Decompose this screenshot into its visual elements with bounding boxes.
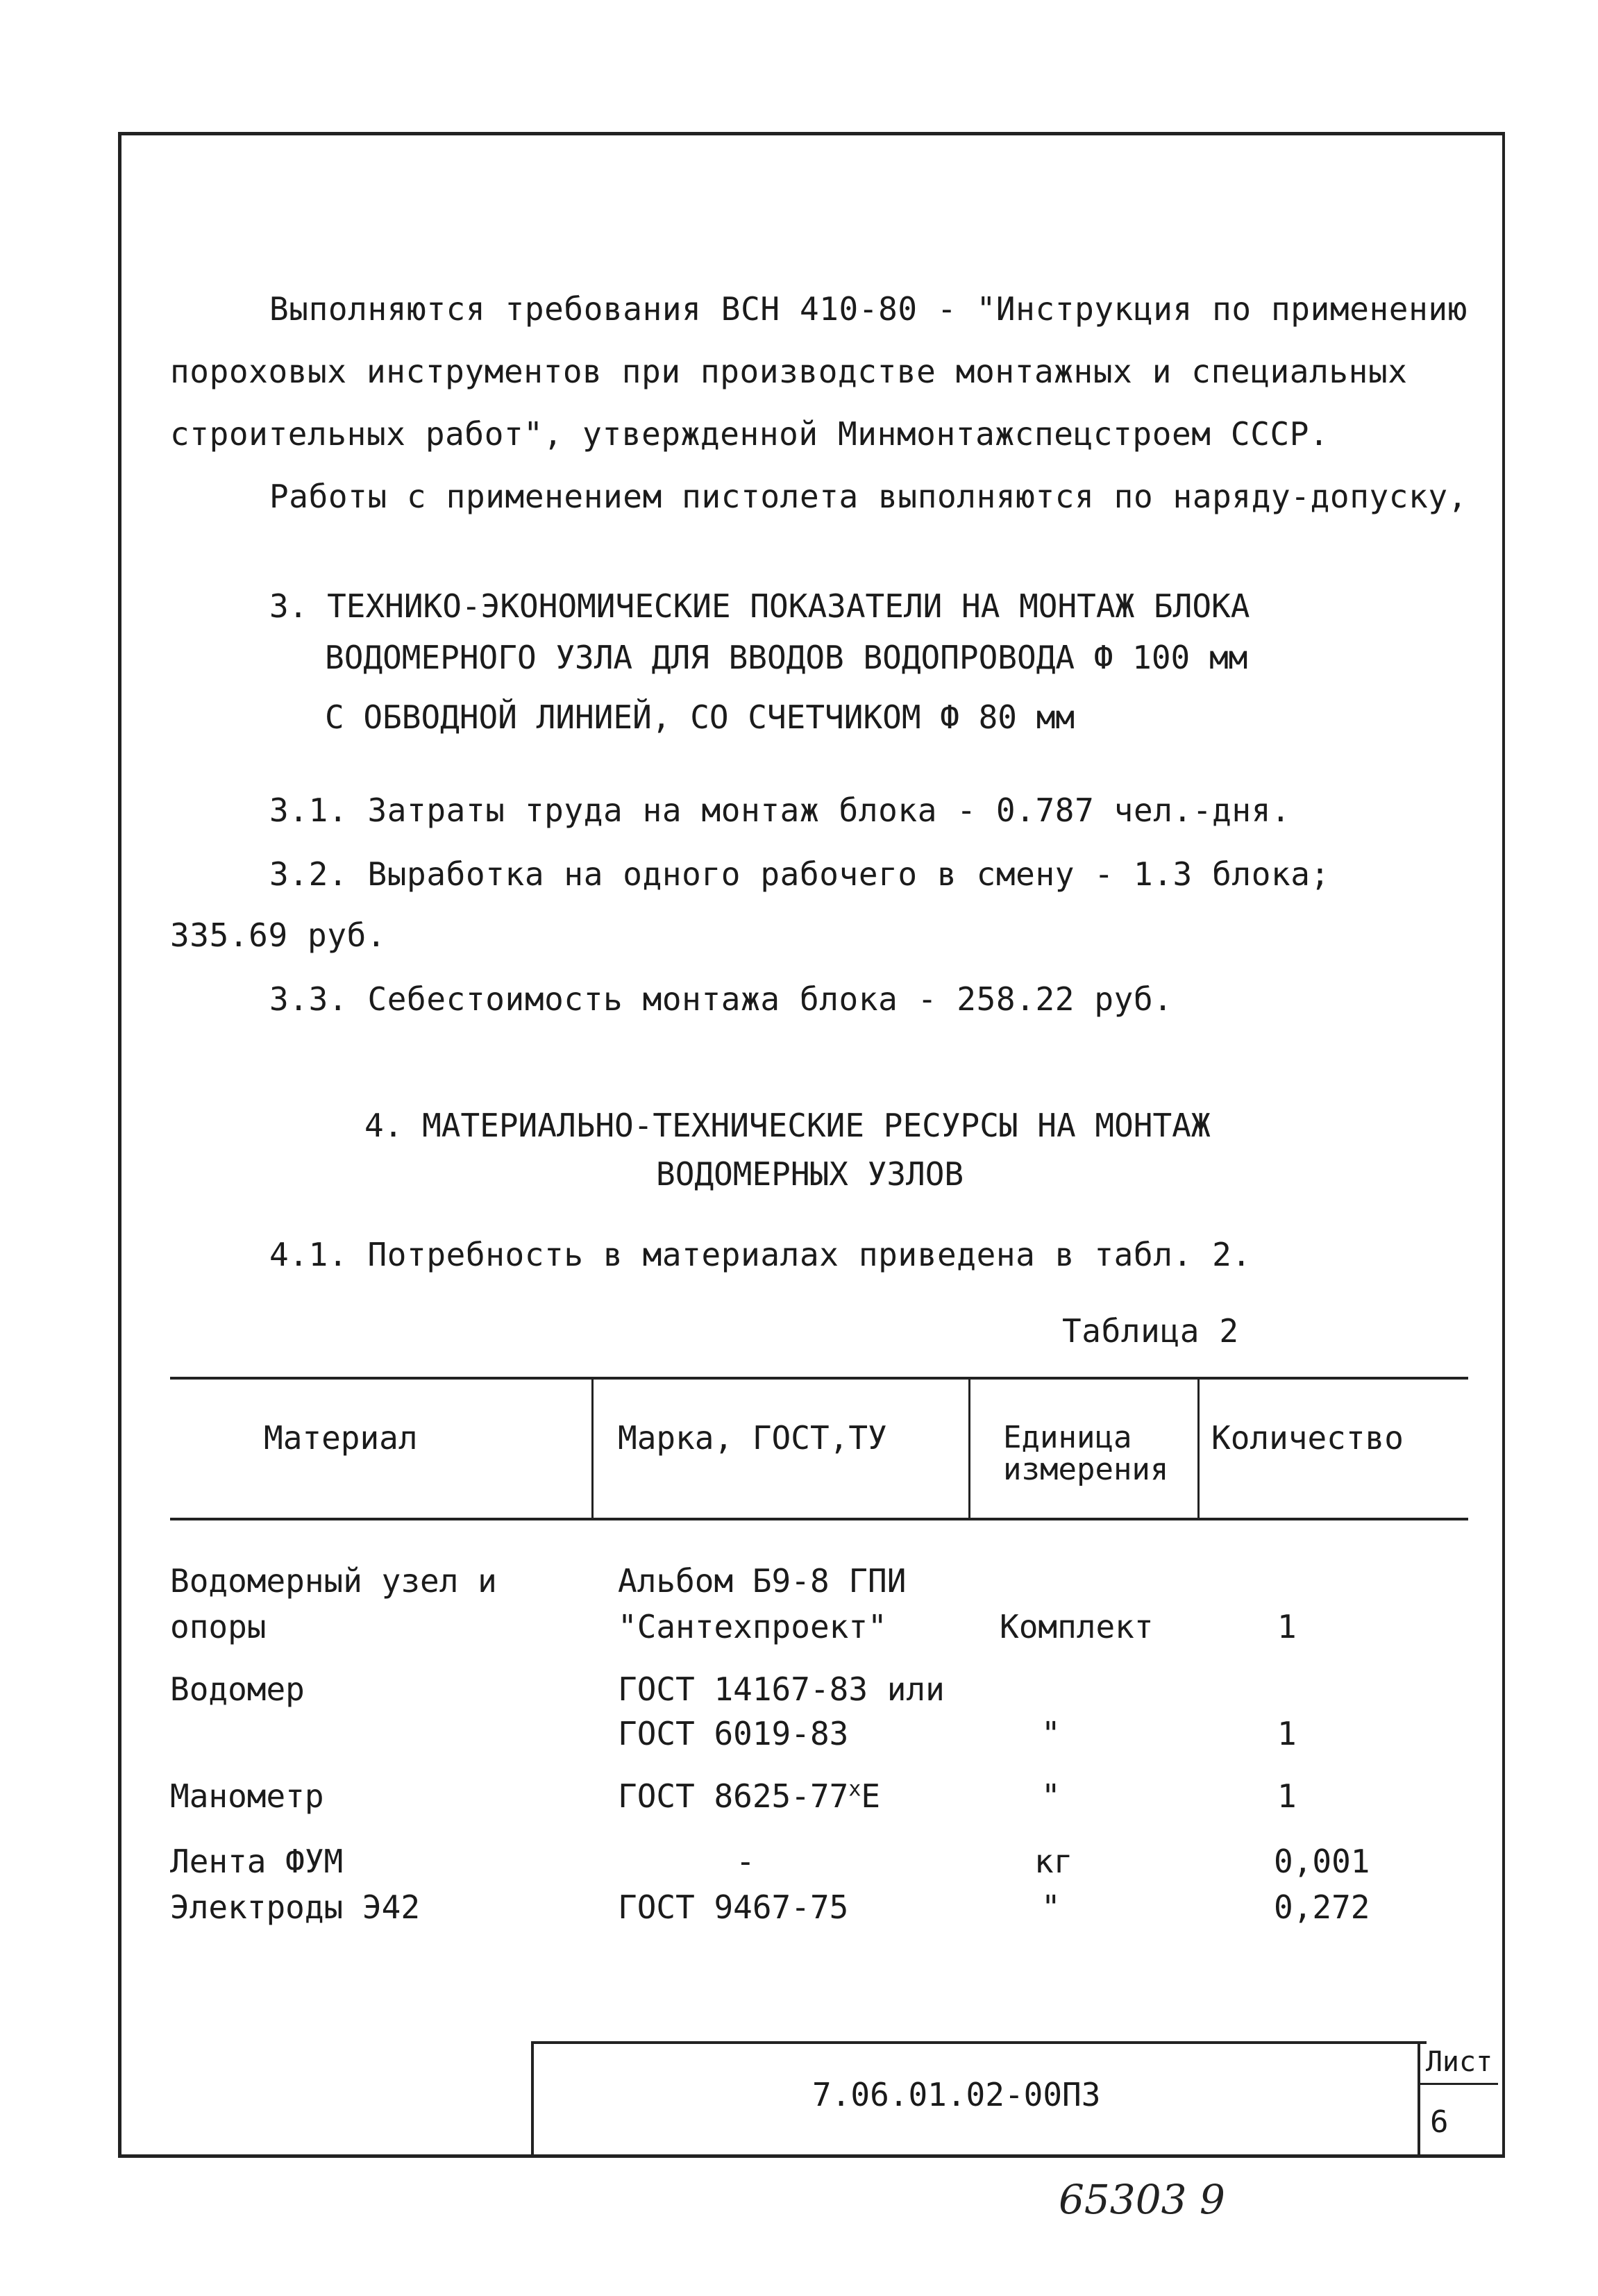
table-row-4-mark: - bbox=[736, 1843, 755, 1880]
table-col-divider-3 bbox=[1197, 1377, 1200, 1519]
document-code: 7.06.01.02-00ПЗ bbox=[812, 2076, 1101, 2113]
section3-heading-line-3: С ОБВОДНОЙ ЛИНИЕЙ, СО СЧЕТЧИКОМ Ф 80 мм bbox=[325, 698, 1075, 736]
table-row-2-mark-1: ГОСТ 14167-83 или bbox=[618, 1670, 945, 1708]
paragraph-line-1: Выполняются требования ВСН 410-80 - "Инструкция по применению bbox=[269, 290, 1467, 328]
table-row-3-mark: ГОСТ $8625-77^хЕ$ bbox=[618, 1777, 881, 1815]
col-header-unit-1: Единица bbox=[1003, 1420, 1132, 1455]
table-row-2-unit: " bbox=[1041, 1715, 1061, 1752]
item-3-2: 3.2. Выработка на одного рабочего в смену - 1.3 блока; bbox=[269, 855, 1330, 893]
table-header-rule bbox=[170, 1518, 1468, 1520]
table-caption: Таблица 2 bbox=[1062, 1312, 1239, 1350]
table-row-5-mark: ГОСТ 9467-75 bbox=[618, 1888, 849, 1926]
col-header-mark: Марка, ГОСТ,ТУ bbox=[618, 1419, 887, 1457]
table-row-2-material: Водомер bbox=[170, 1670, 305, 1708]
paragraph-line-4: Работы с применением пистолета выполняются по наряду-допуску, bbox=[269, 478, 1467, 515]
table-col-divider-1 bbox=[591, 1377, 594, 1519]
table-row-1-material-2: опоры bbox=[170, 1608, 267, 1645]
col-header-quantity: Количество bbox=[1211, 1419, 1404, 1457]
table-row-1-mark-2: "Сантехпроект" bbox=[618, 1608, 887, 1645]
table-row-1-unit: Комплект bbox=[1000, 1608, 1154, 1645]
section3-heading-line-2: ВОДОМЕРНОГО УЗЛА ДЛЯ ВВОДОВ ВОДОПРОВОДА Ф 100 мм bbox=[325, 639, 1248, 676]
table-row-5-qty: 0,272 bbox=[1274, 1888, 1370, 1926]
archive-stamp: 65303 9 bbox=[1059, 2176, 1225, 2223]
table-row-1-mark-1: Альбом Б9-8 ГПИ bbox=[618, 1562, 907, 1600]
table-row-4-unit: кг bbox=[1034, 1843, 1073, 1880]
table-top-rule bbox=[170, 1377, 1468, 1380]
table-row-5-material: Электроды Э42 bbox=[170, 1888, 421, 1926]
paragraph-line-3: строительных работ", утвержденной Минмонтажспецстроем СССР. bbox=[170, 415, 1329, 453]
table-row-3-qty: 1 bbox=[1277, 1777, 1297, 1815]
section3-heading-line-1: 3. ТЕХНИКО-ЭКОНОМИЧЕСКИЕ ПОКАЗАТЕЛИ НА МОНТАЖ БЛОКА bbox=[269, 587, 1250, 625]
table-col-divider-2 bbox=[968, 1377, 970, 1519]
sheet-label: Лист bbox=[1420, 2043, 1498, 2085]
table-row-3-material: Манометр bbox=[170, 1777, 324, 1815]
sheet-number: 6 bbox=[1430, 2104, 1449, 2140]
table-row-3-unit: " bbox=[1041, 1777, 1061, 1815]
table-row-2-mark-2: ГОСТ 6019-83 bbox=[618, 1715, 849, 1752]
col-header-unit-2: измерения bbox=[1003, 1452, 1169, 1487]
table-row-4-material: Лента ФУМ bbox=[170, 1843, 344, 1880]
table-row-1-material-1: Водомерный узел и bbox=[170, 1562, 497, 1600]
col-header-material: Материал bbox=[264, 1419, 418, 1457]
item-4-1: 4.1. Потребность в материалах приведена в табл. 2. bbox=[269, 1236, 1252, 1273]
table-row-4-qty: 0,001 bbox=[1274, 1843, 1370, 1880]
item-3-2-cont: 335.69 руб. bbox=[170, 916, 387, 954]
table-row-5-unit: " bbox=[1041, 1888, 1061, 1926]
section4-heading-line-1: 4. МАТЕРИАЛЬНО-ТЕХНИЧЕСКИЕ РЕСУРСЫ НА МОНТАЖ bbox=[364, 1107, 1211, 1144]
paragraph-line-2: пороховых инструментов при производстве монтажных и специальных bbox=[170, 353, 1408, 390]
section4-heading-line-2: ВОДОМЕРНЫХ УЗЛОВ bbox=[656, 1155, 964, 1193]
table-row-2-qty: 1 bbox=[1277, 1715, 1297, 1752]
item-3-1: 3.1. Затраты труда на монтаж блока - 0.787 чел.-дня. bbox=[269, 791, 1291, 829]
item-3-3: 3.3. Себестоимость монтажа блока - 258.22 руб. bbox=[269, 980, 1173, 1018]
table-row-1-qty: 1 bbox=[1277, 1608, 1297, 1645]
